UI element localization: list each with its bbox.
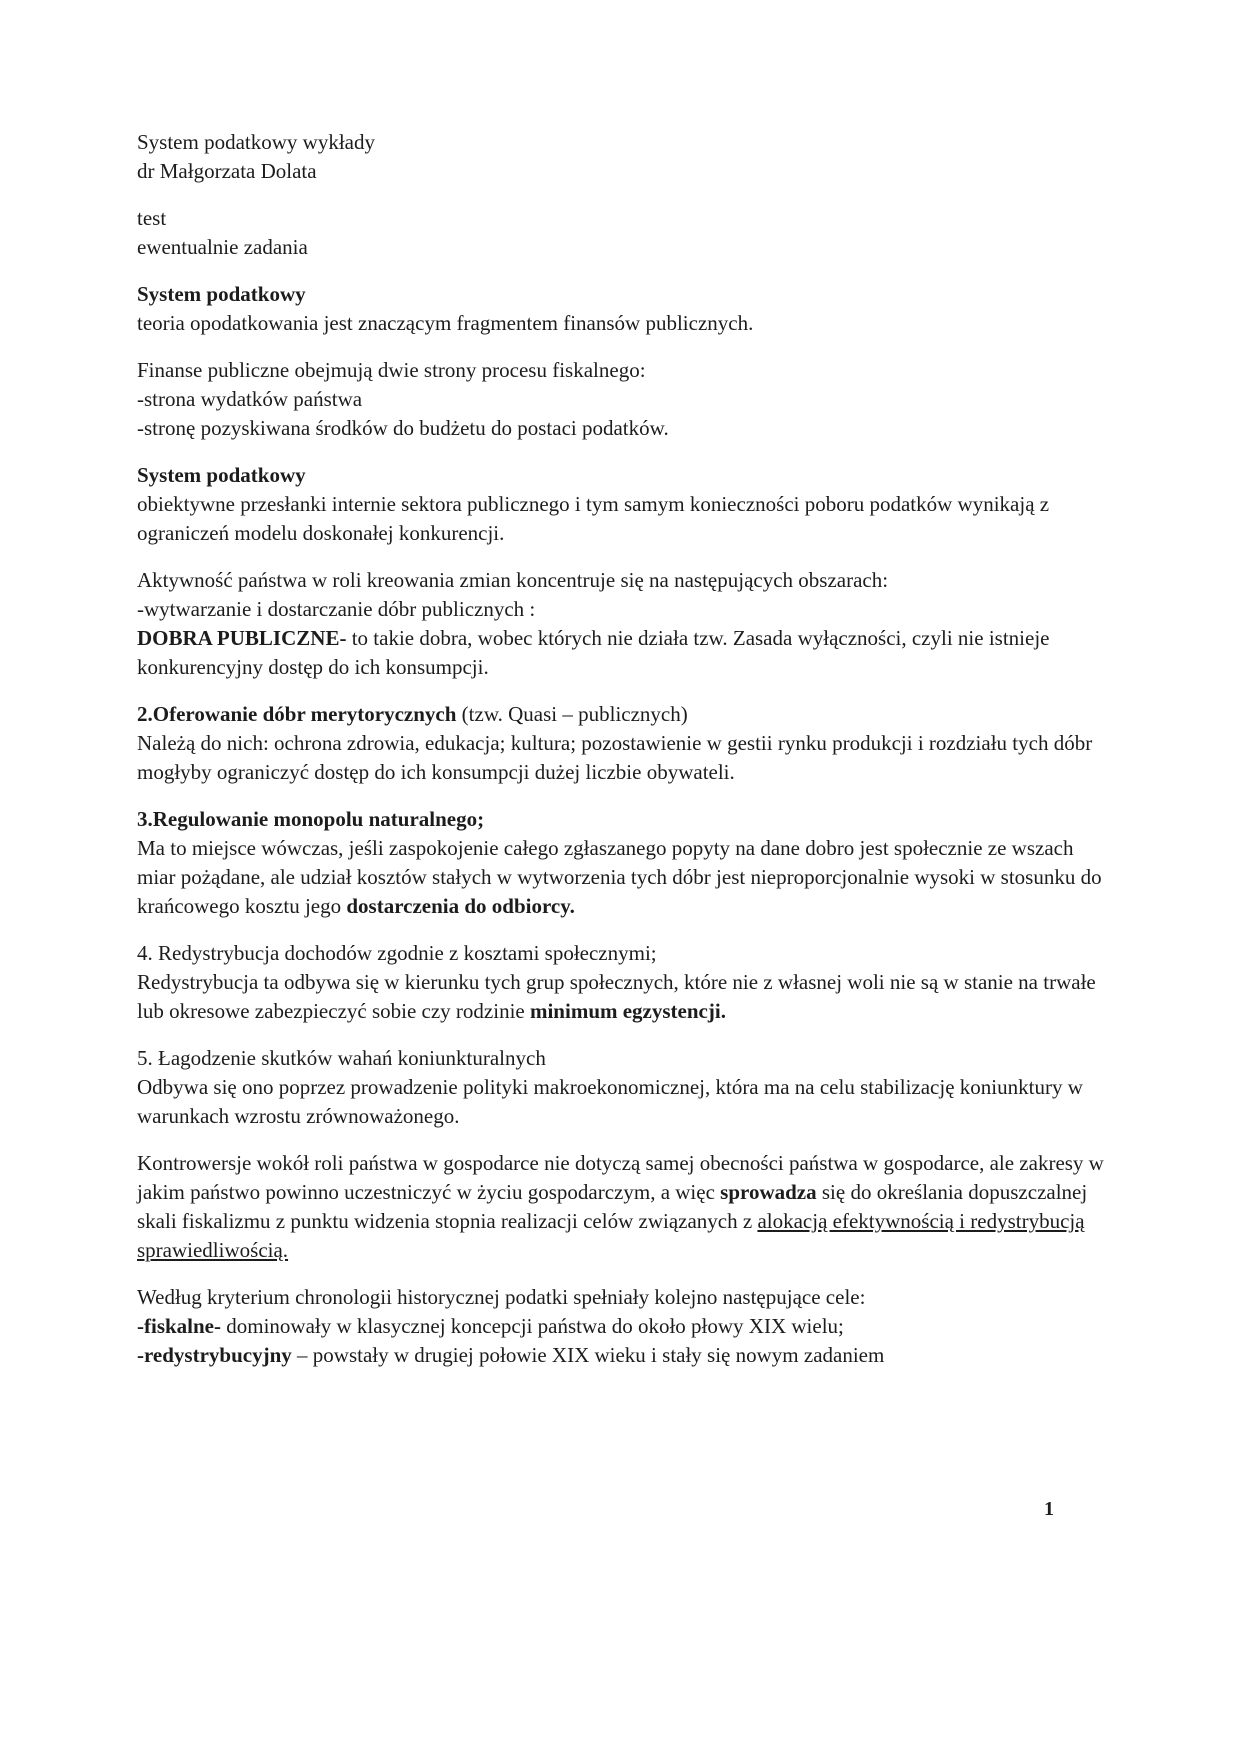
paragraph [137, 128, 1105, 186]
text-run: Należą do nich: ochrona zdrowia, edukacja; kultura; pozostawienie w gestii rynku produkcji i rozdziału tych dóbr mogłyby ograniczyć dostęp do ich konsumpcji dużej liczbie obywateli. [137, 731, 1093, 784]
text-run: Ma to miejsce wówczas, jeśli zaspokojenie całego zgłaszanego popyty na dane dobro jest społecznie ze wszach miar pożądane, ale udział kosztów stałych w wytworzenia tych dóbr jest nieproporcjonalnie wysoki w stosunku do krańcowego kosztu jego [137, 836, 1102, 918]
paragraph [137, 1149, 1105, 1265]
paragraph [137, 280, 1105, 338]
text-run: dostarczenia do odbiorcy. [346, 894, 575, 918]
text-run: System podatkowy wykłady [137, 130, 375, 154]
text-run: Kontrowersje wokół roli państwa w gospodarce nie dotyczą samej obecności państwa w gospodarce, ale zakresy w jakim państwo powinno uczestniczyć w życiu gospodarczym, a więc [137, 1151, 1104, 1204]
text-run: DOBRA PUBLICZNE- [137, 626, 347, 650]
text-run: ewentualnie zadania [137, 235, 308, 259]
text-run: alokacją efektywnością i redystrybucją sprawiedliwością. [137, 1209, 1085, 1262]
text-run: się do określania dopuszczalnej skali fiskalizmu z punktu widzenia stopnia realizacji celów związanych z [137, 1180, 1088, 1233]
text-run: Redystrybucja ta odbywa się w kierunku tych grup społecznych, które nie z własnej woli nie są w stanie na trwałe lub okresowe zabezpieczyć sobie czy rodzinie [137, 970, 1096, 1023]
paragraph [137, 204, 1105, 262]
text-run: Finanse publiczne obejmują dwie strony procesu fiskalnego: [137, 358, 646, 382]
paragraph [137, 700, 1105, 787]
text-run: 2.Oferowanie dóbr merytorycznych [137, 702, 457, 726]
paragraph [137, 939, 1105, 1026]
text-run: Odbywa się ono poprzez prowadzenie polityki makroekonomicznej, która ma na celu stabilizację koniunktury w warunkach wzrostu zrównoważonego. [137, 1075, 1083, 1128]
text-run: dominowały w klasycznej koncepcji państwa do około płowy XIX wielu; [221, 1314, 844, 1338]
text-run: System podatkowy [137, 282, 306, 306]
text-run: -fiskalne- [137, 1314, 221, 1338]
paragraph [137, 1283, 1105, 1370]
text-run: to takie dobra, wobec których nie działa tzw. Zasada wyłączności, czyli nie istnieje konkurencyjny dostęp do ich konsumpcji. [137, 626, 1050, 679]
text-run: 5. Łagodzenie skutków wahań koniunkturalnych [137, 1046, 546, 1070]
paragraph [137, 461, 1105, 548]
text-run: (tzw. Quasi – publicznych) [456, 702, 688, 726]
paragraph [137, 566, 1105, 682]
text-run: minimum egzystencji. [529, 999, 726, 1023]
paragraph [137, 1044, 1105, 1131]
text-run: – powstały w drugiej połowie XIX wieku i stały się nowym zadaniem [291, 1343, 885, 1367]
text-run: -wytwarzanie i dostarczanie dóbr publicznych : [137, 597, 536, 621]
page-number: 1 [1044, 1498, 1054, 1520]
text-run: -strona wydatków państwa [137, 387, 363, 411]
text-run: dr Małgorzata Dolata [137, 159, 317, 183]
text-run: obiektywne przesłanki internie sektora publicznego i tym samym konieczności poboru podatków wynikają z ograniczeń modelu doskonałej konkurencji. [137, 492, 1050, 545]
text-run: -stronę pozyskiwana środków do budżetu do postaci podatków. [137, 416, 669, 440]
paragraph [137, 356, 1105, 443]
text-run: teoria opodatkowania jest znaczącym fragmentem finansów publicznych. [137, 311, 754, 335]
text-run: 3.Regulowanie monopolu naturalnego; [137, 807, 485, 831]
text-run: 4. Redystrybucja dochodów zgodnie z kosztami społecznymi; [137, 941, 657, 965]
paragraph [137, 805, 1105, 921]
document-body [137, 128, 1105, 1388]
text-run: Aktywność państwa w roli kreowania zmian koncentruje się na następujących obszarach: [137, 568, 889, 592]
text-run: System podatkowy [137, 463, 306, 487]
text-run: -redystrybucyjny [137, 1343, 292, 1367]
text-run: Według kryterium chronologii historycznej podatki spełniały kolejno następujące cele: [137, 1285, 866, 1309]
text-run: sprowadza [720, 1180, 817, 1204]
text-run: test [137, 206, 167, 230]
